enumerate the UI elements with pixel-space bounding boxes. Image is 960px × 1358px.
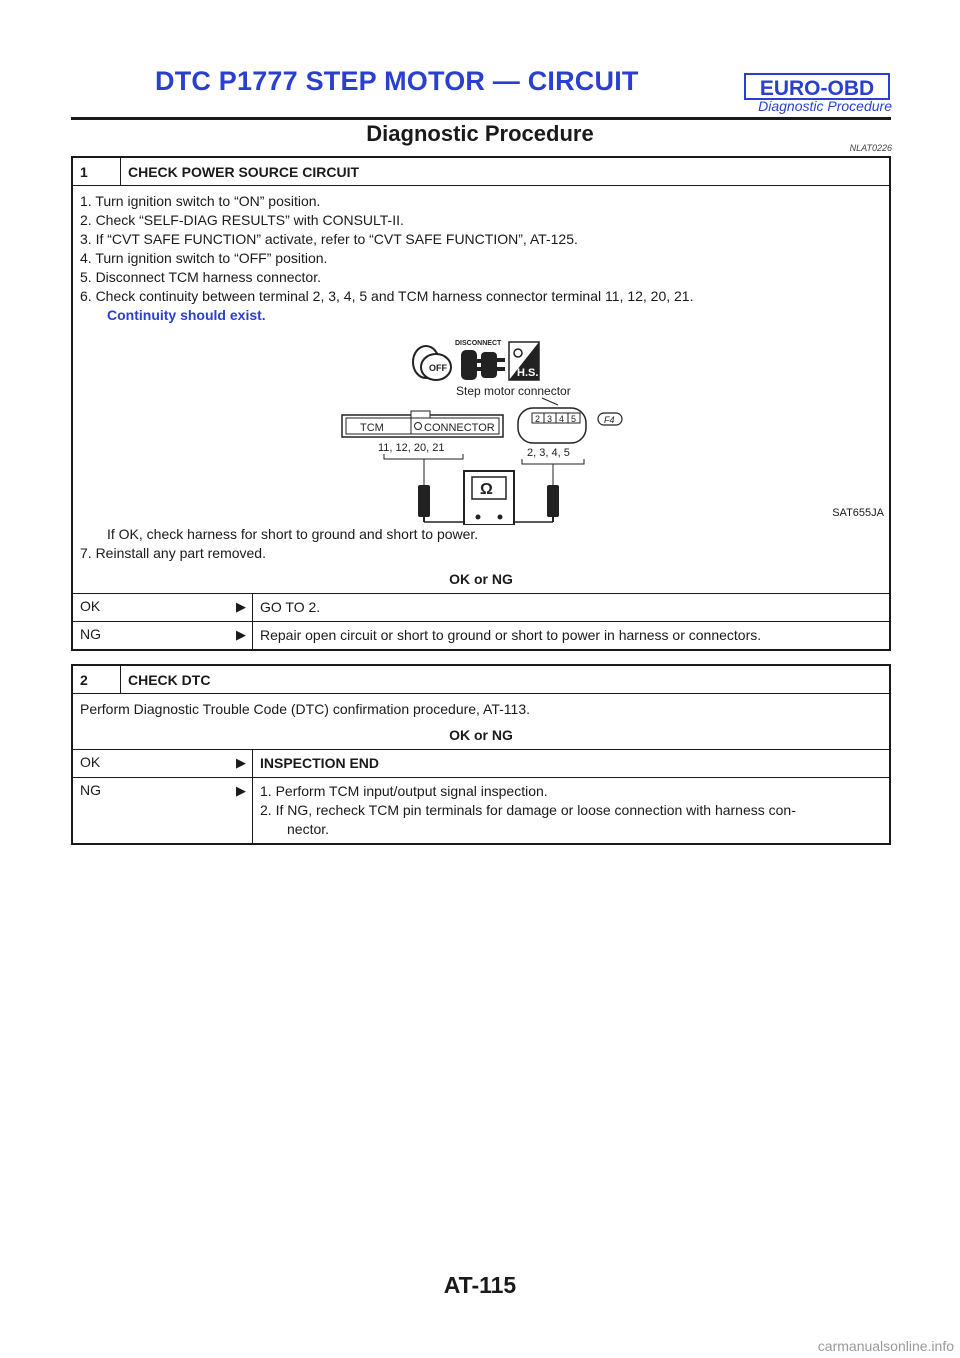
step-1-line: 6. Check continuity between terminal 2, 3, 4, 5 and TCM harness connector terminal 11, 12, 20, 21. [80,288,694,304]
page-number: AT-115 [443,1272,517,1298]
motor-terminals-label: 2, 3, 4, 5 [527,447,570,459]
result-action-list [253,778,889,843]
off-label: OFF [429,363,447,373]
ohm-symbol: Ω [480,481,493,498]
step-1-after-line: 7. Reinstall any part removed. [80,545,266,561]
arrow-right-icon: ▶ [236,783,246,798]
motor-pin: 5 [571,414,577,424]
step-2-title: CHECK DTC [128,671,211,688]
step-1-line: 2. Check “SELF-DIAG RESULTS” with CONSULT-II. [80,212,404,228]
step-2-result-ng [73,778,889,843]
page-header-subtitle: Diagnostic Procedure [758,98,892,114]
continuity-spec: Continuity should exist. [107,307,266,323]
figure-code: SAT655JA [832,507,884,519]
arrow-right-icon: ▶ [236,755,246,770]
arrow-right-icon: ▶ [236,599,246,614]
step-2-header [73,666,889,694]
step-1-body [73,186,889,594]
disconnect-label: DISCONNECT [455,340,502,347]
step-2-number: 2 [73,666,121,693]
step-1-title: CHECK POWER SOURCE CIRCUIT [128,163,360,180]
result-action-line: nector. [287,821,330,837]
step-1-header [73,158,889,186]
step-1-line: 3. If “CVT SAFE FUNCTION” activate, refer to “CVT SAFE FUNCTION”, AT-125. [80,231,578,247]
motor-pin: 3 [547,414,553,424]
motor-pin: 2 [535,414,541,424]
section-code: NLAT0226 [849,143,892,153]
result-action: INSPECTION END [260,755,380,771]
step-1-line: 4. Turn ignition switch to “OFF” position. [80,250,328,266]
page-header-title: DTC P1777 STEP MOTOR — CIRCUIT [155,66,639,96]
step-2-result-ok [73,750,889,778]
continuity-test-figure [80,325,886,525]
figure-svg [80,325,886,525]
ohmmeter-icon [418,471,559,525]
result-action: Repair open circuit or short to ground or short to power in harness or connectors. [260,627,762,643]
tcm-terminals-label: 11, 12, 20, 21 [378,442,445,454]
result-action-line: 1. Perform TCM input/output signal inspection. [260,783,548,799]
step-1-result-ng [73,622,889,649]
result-label: OK [80,754,101,770]
result-label: OK [80,598,101,614]
euro-obd-badge: EURO-OBD [744,73,890,100]
result-action: GO TO 2. [260,599,321,615]
step-2-text: Perform Diagnostic Trouble Code (DTC) confirmation procedure, AT-113. [80,701,531,717]
ignition-off-icon [413,346,451,380]
step-1-number: 1 [73,158,121,185]
step-1-line: 1. Turn ignition switch to “ON” position. [80,193,321,209]
step-1-question: OK or NG [449,571,513,587]
connector-id-label: F4 [604,415,615,425]
step-motor-connector [518,408,586,443]
result-label: NG [80,626,101,642]
step-1-after-line: If OK, check harness for short to ground and short to power. [107,526,479,542]
watermark: carmanualsonline.info [817,1338,954,1354]
arrow-right-icon: ▶ [236,627,246,642]
motor-pin: 4 [559,414,565,424]
step-1-box [71,156,891,651]
result-label: NG [80,782,101,798]
step-2-body [73,694,889,750]
header-rule [71,117,891,120]
tcm-label: TCM [360,422,384,434]
disconnect-icon [455,340,505,380]
result-action-line: 2. If NG, recheck TCM pin terminals for damage or loose connection with harness con- [260,802,796,818]
tcm-connector [342,411,503,437]
hs-label: H.S. [517,367,539,379]
step-2-question: OK or NG [449,727,513,743]
connector-label: CONNECTOR [424,422,495,434]
step-1-line: 5. Disconnect TCM harness connector. [80,269,321,285]
harness-hs-icon [509,342,539,380]
step-2-box [71,664,891,845]
step-motor-label: Step motor connector [456,384,571,398]
step-1-result-ok [73,594,889,622]
section-title: Diagnostic Procedure [366,121,594,146]
